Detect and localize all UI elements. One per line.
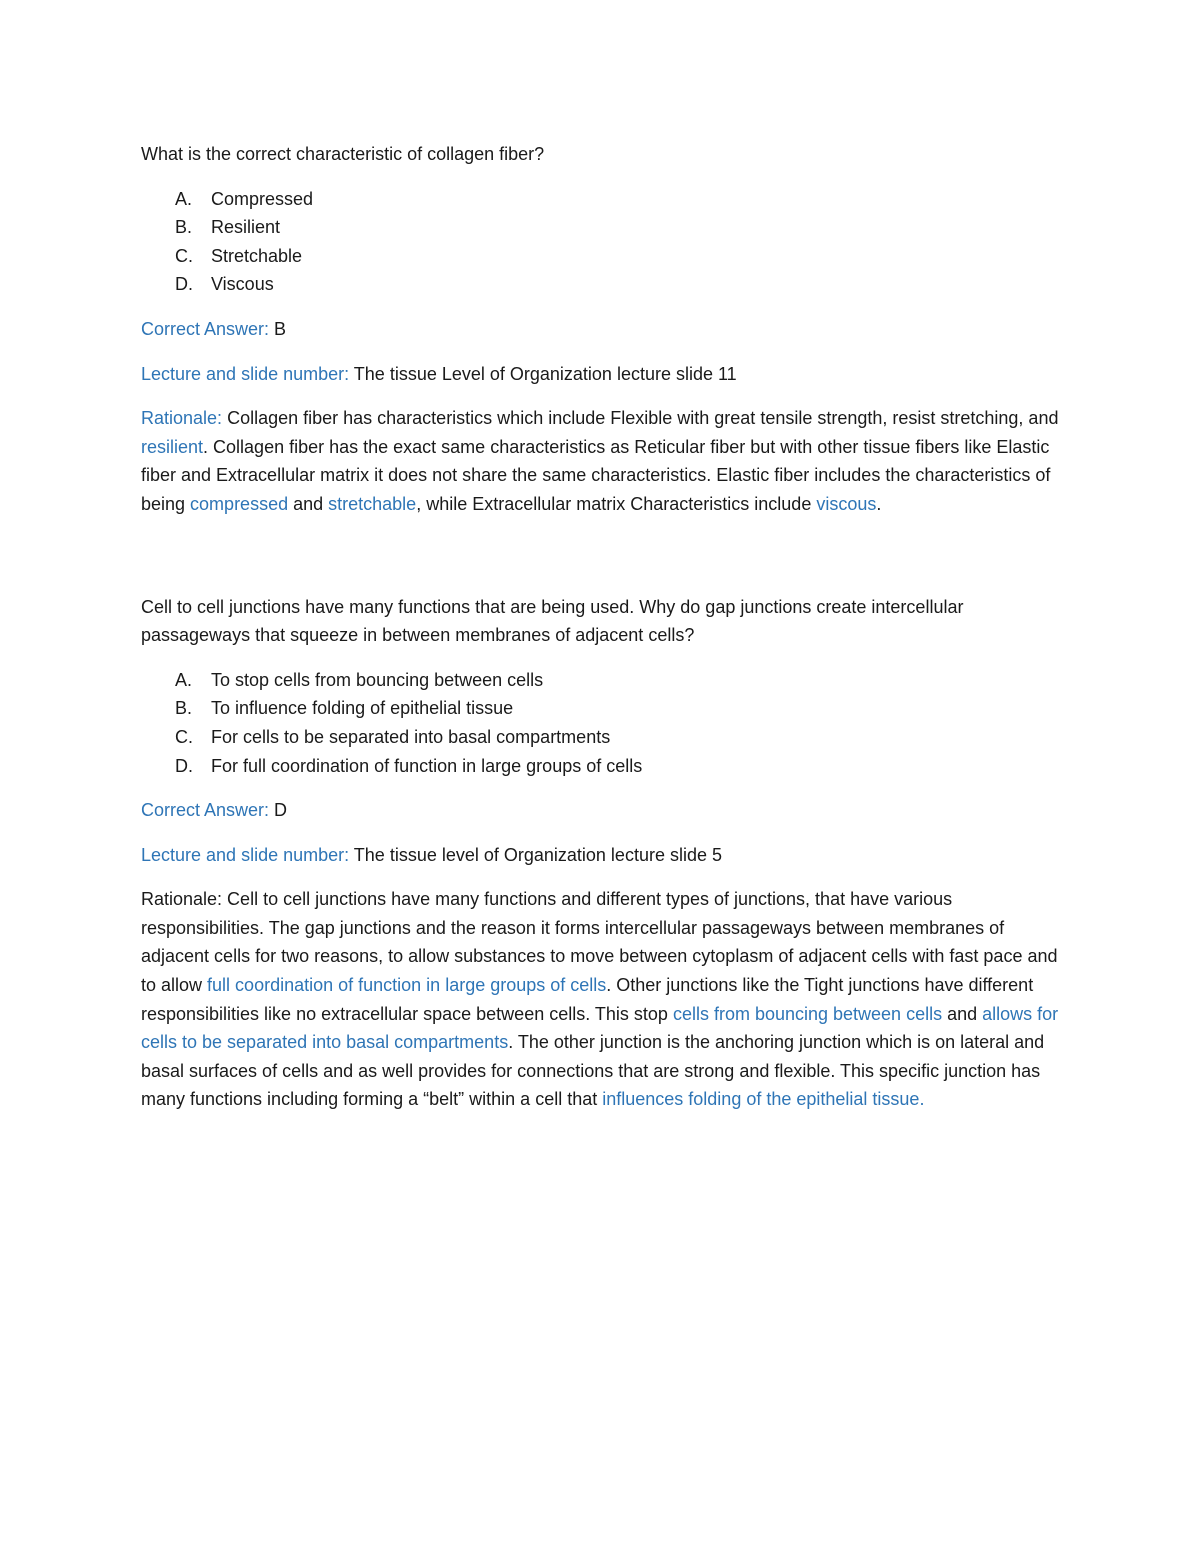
- lecture-slide-line: [141, 841, 1071, 870]
- correct-answer-value: D: [269, 800, 288, 821]
- rationale-text: and: [288, 493, 329, 514]
- lecture-slide-value: The tissue level of Organization lecture slide 5: [349, 844, 722, 865]
- question-stem: Cell to cell junctions have many functions that are being used. Why do gap junctions create intercellular passageways that squeeze in between membranes of adjacent cells?: [141, 596, 964, 646]
- correct-answer-label: Correct Answer:: [141, 800, 270, 821]
- rationale-highlight: cells from bouncing between cells: [672, 1003, 943, 1024]
- option-letter: C.: [175, 245, 193, 266]
- option-letter: A.: [175, 188, 193, 209]
- rationale-text: . Other junctions like the Tight junctions have different responsibilities like no extracellular space between cells. This stop: [141, 975, 1034, 1024]
- rationale-text: . The other junction is the anchoring junction which is on lateral and basal surfaces of cells and as well provides for connections that are strong and flexible. This specific junction has many functions including forming a “belt” within a cell that: [141, 1032, 1045, 1110]
- rationale-label: Rationale:: [141, 408, 223, 429]
- option-letter: D.: [175, 755, 193, 776]
- rationale-highlight: resilient: [141, 436, 204, 457]
- option-text: To stop cells from bouncing between cells: [211, 669, 544, 690]
- lecture-slide-label: Lecture and slide number:: [141, 844, 350, 865]
- rationale-highlight: stretchable: [328, 493, 417, 514]
- option-text: Stretchable: [211, 245, 303, 266]
- option-list: [141, 185, 1071, 299]
- option-letter: C.: [175, 726, 193, 747]
- rationale-highlight: viscous: [816, 493, 877, 514]
- section-spacer: [141, 535, 1071, 593]
- correct-answer-line: [141, 315, 1071, 344]
- rationale-text: .: [876, 493, 882, 514]
- correct-answer-label: Correct Answer:: [141, 318, 270, 339]
- option-text: Viscous: [211, 274, 274, 295]
- option-text: Resilient: [211, 217, 281, 238]
- option-letter: D.: [175, 274, 193, 295]
- rationale-text: . Collagen fiber has the exact same characteristics as Reticular fiber but with other tissue fibers like Elastic fiber and Extracellular matrix it does not share the same characteristics. Elastic fiber includes the characteristics of being: [141, 436, 1051, 514]
- option-item: [141, 752, 1071, 781]
- rationale-text: Rationale: Cell to cell junctions have many functions and different types of junctions, that have various responsibilities. The gap junctions and the reason it forms intercellular passageways between membranes of adjacent cells for two reasons, to allow substances to move between cytoplasm of adjacent cells with fast pace and to allow: [141, 889, 1058, 996]
- option-text: To influence folding of epithelial tissue: [211, 698, 514, 719]
- option-text: For full coordination of function in large groups of cells: [211, 755, 643, 776]
- option-item: [141, 666, 1071, 695]
- option-letter: A.: [175, 669, 193, 690]
- lecture-slide-line: [141, 360, 1071, 389]
- option-text: For cells to be separated into basal compartments: [211, 726, 611, 747]
- rationale-text: and: [942, 1003, 983, 1024]
- option-item: [141, 242, 1071, 271]
- rationale-highlight: full coordination of function in large groups of cells: [207, 975, 607, 996]
- option-list: [141, 666, 1071, 780]
- option-item: [141, 270, 1071, 299]
- rationale-text: , while Extracellular matrix Characteristics include: [416, 493, 817, 514]
- lecture-slide-label: Lecture and slide number:: [141, 363, 350, 384]
- option-item: [141, 723, 1071, 752]
- option-text: Compressed: [211, 188, 314, 209]
- option-letter: B.: [175, 698, 193, 719]
- rationale-text: Collagen fiber has characteristics which include Flexible with great tensile strength, resist stretching, and: [222, 408, 1059, 429]
- document-page: [141, 140, 1071, 1130]
- option-item: [141, 213, 1071, 242]
- option-letter: B.: [175, 217, 193, 238]
- option-item: [141, 185, 1071, 214]
- rationale-highlight: compressed: [190, 493, 289, 514]
- lecture-slide-value: The tissue Level of Organization lecture slide 11: [349, 363, 737, 384]
- correct-answer-value: B: [269, 318, 287, 339]
- question-stem: What is the correct characteristic of collagen fiber?: [141, 144, 545, 164]
- rationale-highlight: influences folding of the epithelial tissue.: [602, 1089, 925, 1110]
- question-block-2: [141, 593, 1071, 1115]
- option-item: [141, 694, 1071, 723]
- rationale-highlight: allows for cells to be separated into basal compartments: [141, 1003, 1059, 1053]
- question-block-1: [141, 140, 1071, 519]
- rationale-paragraph: [141, 885, 1071, 1114]
- rationale-paragraph: [141, 404, 1071, 518]
- correct-answer-line: [141, 796, 1071, 825]
